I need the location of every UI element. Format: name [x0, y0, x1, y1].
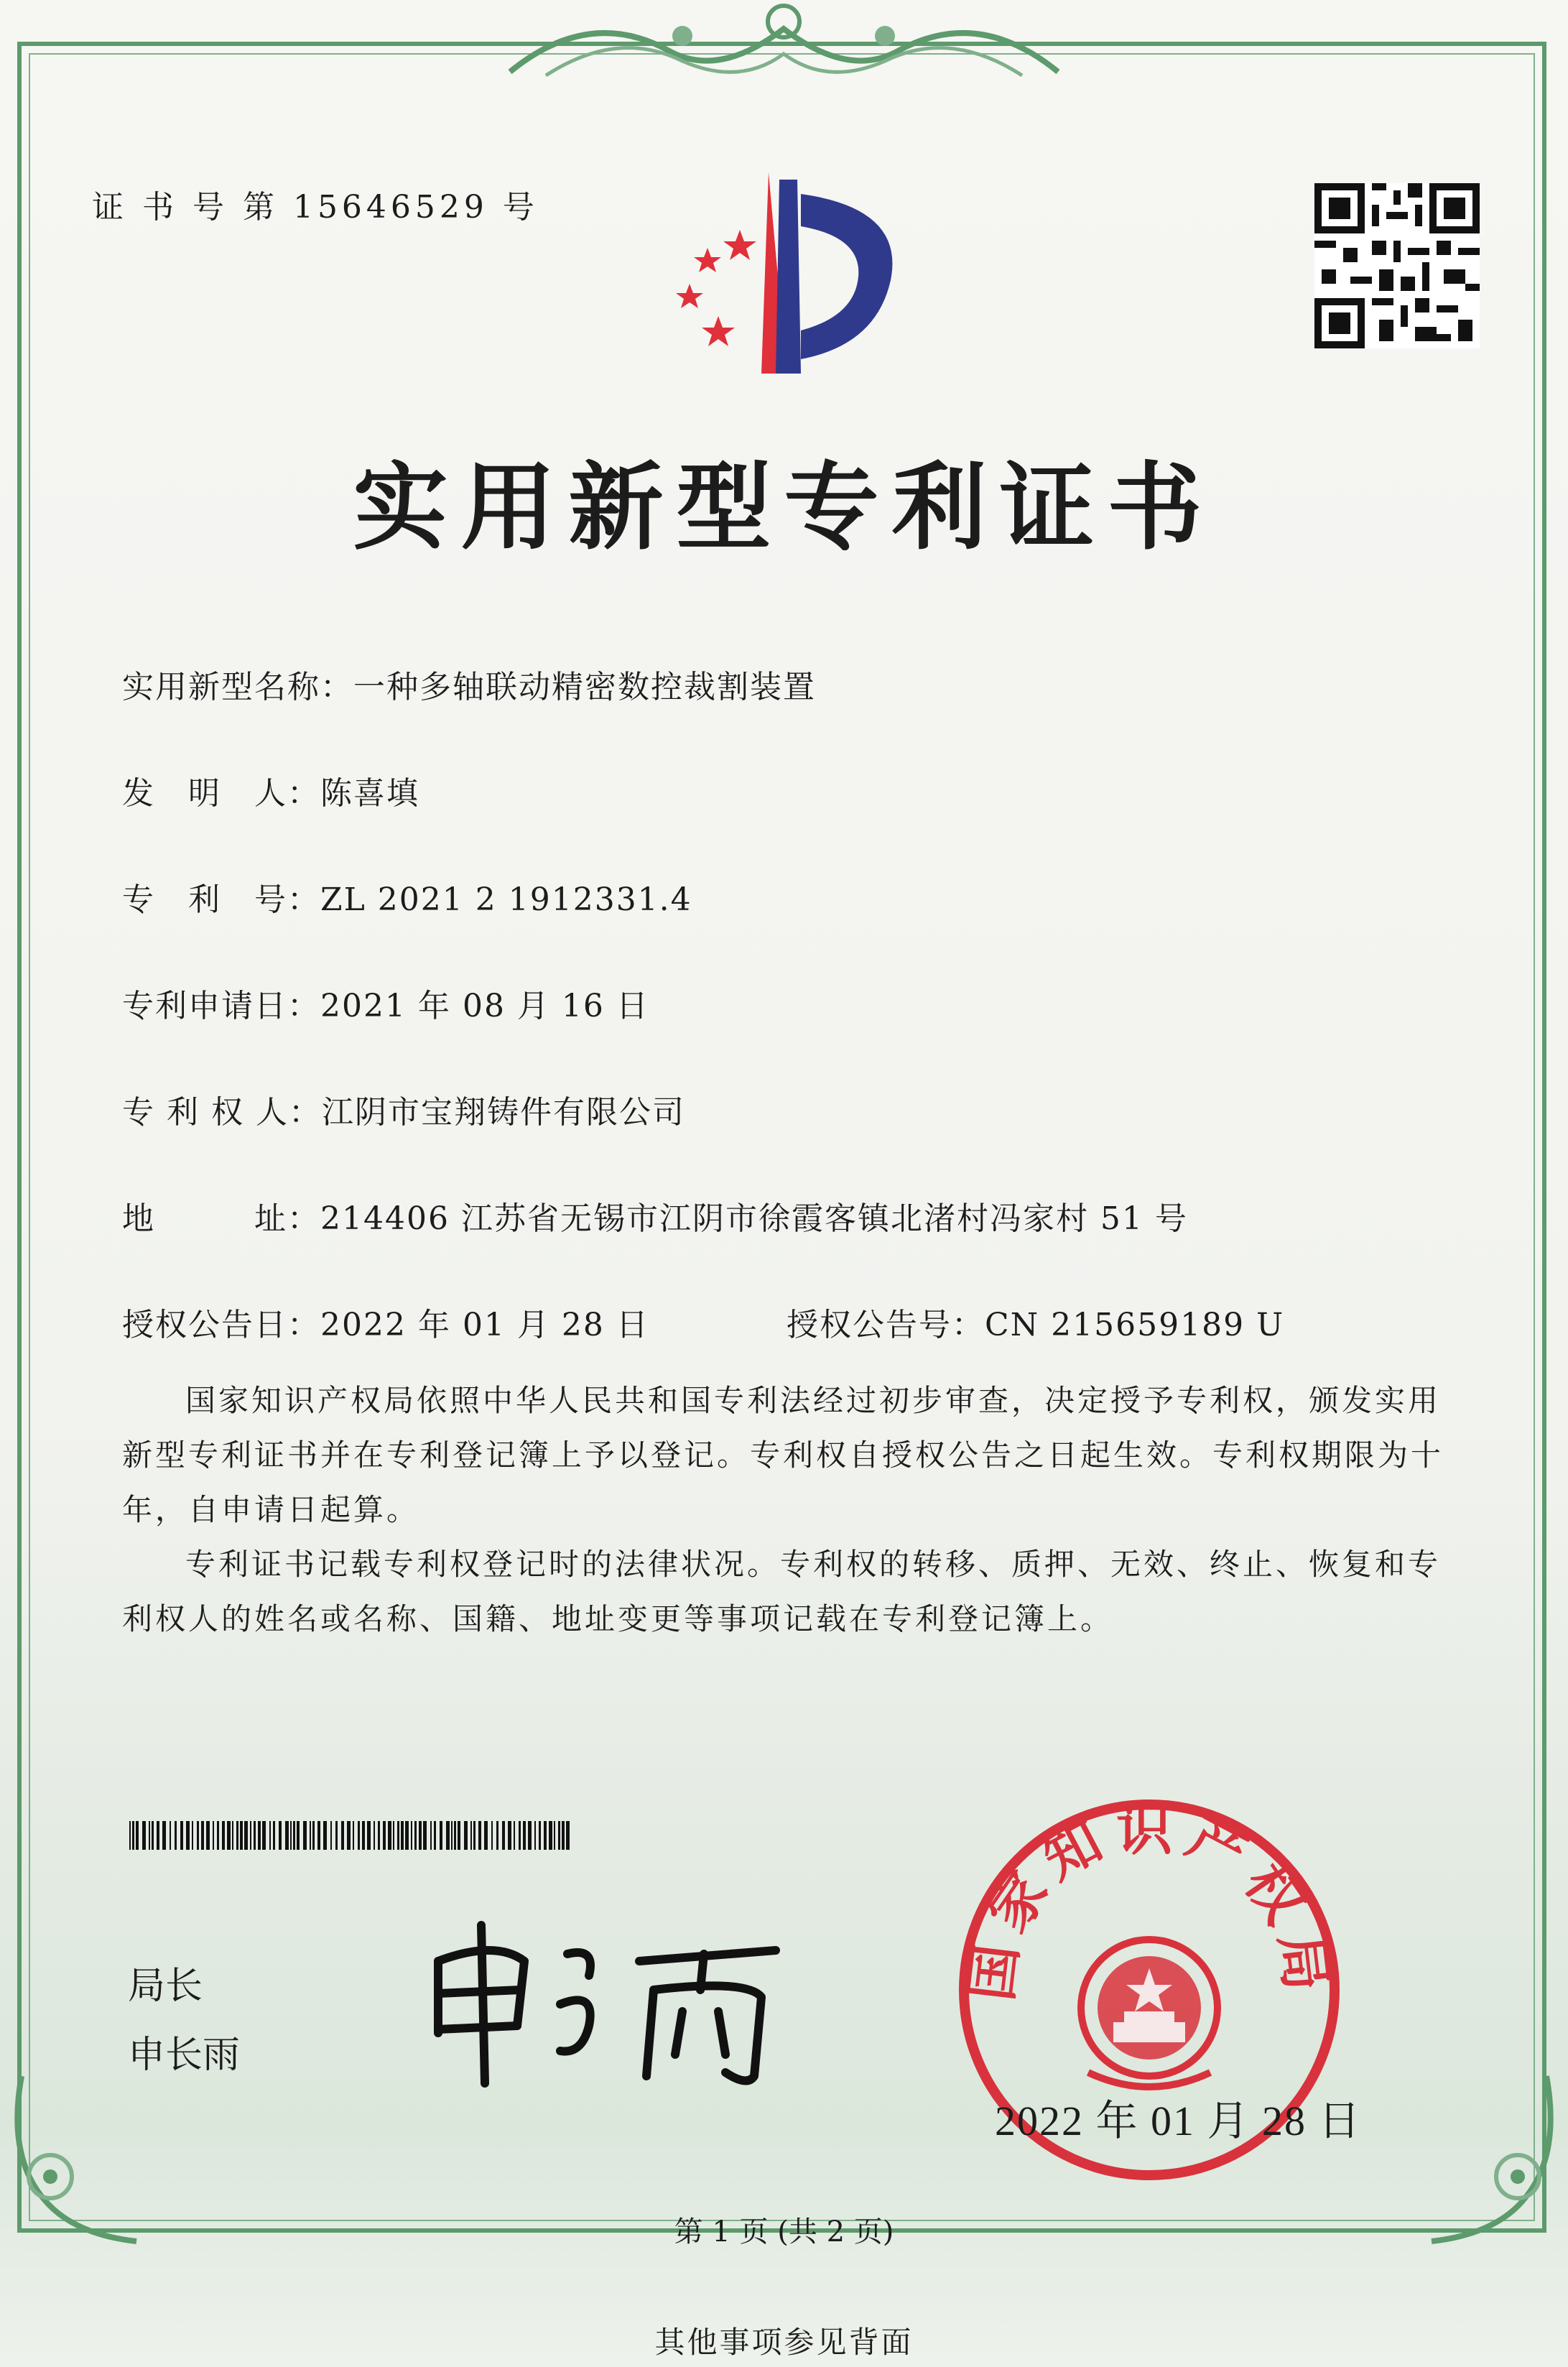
field-label: 授权公告号： — [787, 1307, 985, 1343]
field-label: 授权公告日： — [122, 1307, 320, 1343]
field-label: 发 明 人： — [122, 775, 320, 812]
field-value: 2021 年 08 月 16 日 — [320, 988, 649, 1024]
seal-text: 国家知识产权局 — [959, 1798, 1340, 2004]
field-value: 江阴市宝翔铸件有限公司 — [321, 1094, 685, 1131]
field-address — [122, 1192, 1188, 1238]
director-title: 局长 — [128, 1965, 203, 2008]
certificate-number: 证 书 号 第 15646529 号 — [92, 189, 539, 226]
legal-status-paragraph: 专利证书记载专利权登记时的法律状况。专利权的转移、质押、无效、终止、恢复和专利权人的姓名或名称、国籍、地址变更等事项记载在专利登记簿上。 — [122, 1547, 1442, 1636]
field-value: 214406 江苏省无锡市江阴市徐霞客镇北渚村冯家村 51 号 — [320, 1200, 1188, 1237]
seal-date: 2022 年 01 月 28 日 — [995, 2098, 1362, 2144]
field-value: ZL 2021 2 1912331.4 — [320, 881, 692, 918]
field-label: 专 利 号： — [122, 881, 320, 918]
field-value: 2022 年 01 月 28 日 — [320, 1307, 649, 1343]
field-inventor — [122, 767, 419, 813]
patent-office-logo — [646, 165, 919, 381]
field-label: 实用新型名称： — [122, 669, 353, 705]
footer-note: 其他事项参见背面 — [654, 2325, 914, 2360]
barcode-icon — [129, 1821, 575, 1850]
grant-statement-paragraph: 国家知识产权局依照中华人民共和国专利法经过初步审查，决定授予专利权，颁发实用新型专利证书并在专利登记簿上予以登记。专利权自授权公告之日起生效。专利权期限为十年，自申请日起算。 — [122, 1383, 1444, 1527]
field-label: 专利申请日： — [122, 988, 320, 1024]
field-utility-model-name — [122, 661, 816, 707]
director-name: 申长雨 — [128, 2034, 241, 2077]
field-value: 一种多轴联动精密数控裁割装置 — [353, 669, 816, 705]
field-patent-number — [122, 874, 692, 920]
field-grant-date — [122, 1299, 649, 1345]
certificate-title: 实用新型专利证书 — [353, 453, 1215, 563]
director-signature — [417, 1911, 804, 2098]
page-number: 第 1 页 (共 2 页) — [674, 2215, 894, 2248]
field-grant-number — [787, 1299, 1284, 1345]
field-value: 陈喜填 — [320, 775, 419, 812]
field-value: CN 215659189 U — [985, 1307, 1285, 1343]
field-patentee — [122, 1086, 685, 1132]
national-emblem-icon — [1081, 1940, 1217, 2087]
qr-code-icon — [1314, 183, 1480, 348]
top-ornament-icon — [503, 0, 1065, 86]
field-label: 专 利 权 人： — [122, 1094, 322, 1131]
field-label: 地 址： — [122, 1200, 320, 1237]
field-application-date — [122, 980, 649, 1026]
